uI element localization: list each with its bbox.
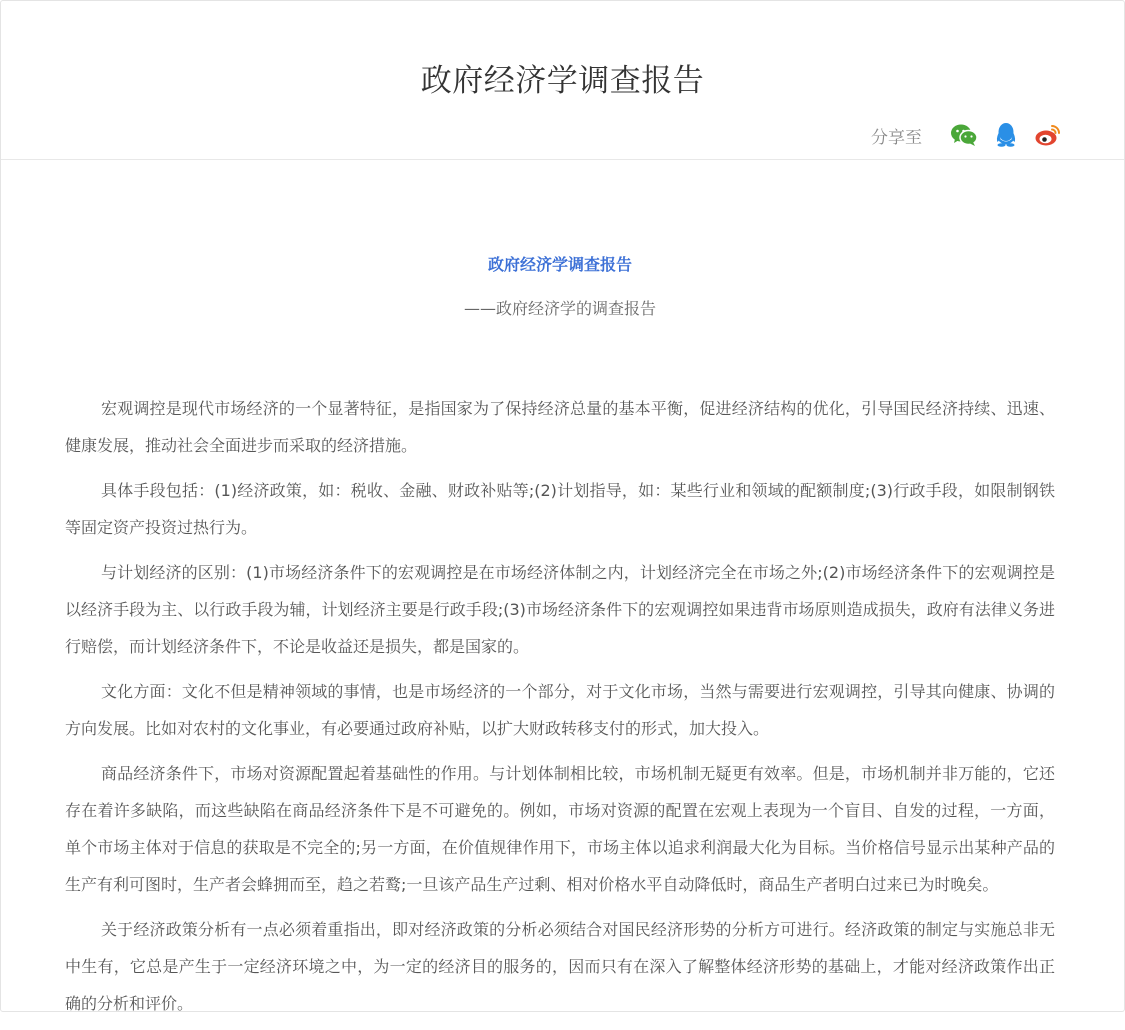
- article-body: [65, 249, 1055, 1030]
- qq-icon[interactable]: [992, 122, 1020, 148]
- paragraph: 关于经济政策分析有一点必须着重指出，即对经济政策的分析必须结合对国民经济形势的分析方可进行。经济政策的制定与实施总非无中生有，它总是产生于一定经济环境之中，为一定的经济目的服务的，因而只有在深入了解整体经济形势的基础上，才能对经济政策作出正确的分析和评价。: [65, 920, 1055, 1013]
- weibo-icon[interactable]: [1034, 122, 1062, 148]
- article-subtitle: ——政府经济学的调查报告: [463, 299, 656, 318]
- page-title: 政府经济学调查报告: [420, 63, 705, 99]
- paragraph: 文化方面：文化不但是精神领域的事情，也是市场经济的一个部分，对于文化市场，当然与需要进行宏观调控，引导其向健康、协调的方向发展。比如对农村的文化事业，有必要通过政府补贴，以扩大财政转移支付的形式，加大投入。: [65, 682, 1055, 738]
- wechat-icon[interactable]: [950, 122, 978, 148]
- page-header: [1, 1, 1124, 160]
- paragraph: 宏观调控是现代市场经济的一个显著特征，是指国家为了保持经济总量的基本平衡，促进经济结构的优化，引导国民经济持续、迅速、健康发展，推动社会全面进步而采取的经济措施。: [65, 399, 1055, 455]
- share-bar: [871, 122, 1062, 148]
- paragraph: 商品经济条件下，市场对资源配置起着基础性的作用。与计划体制相比较，市场机制无疑更有效率。但是，市场机制并非万能的，它还存在着许多缺陷，而这些缺陷在商品经济条件下是不可避免的。例如，市场对资源的配置在宏观上表现为一个盲目、自发的过程，一方面，单个市场主体对于信息的获取是不完全的;另一方面，在价值规律作用下，市场主体以追求利润最大化为目标。当价格信号显示出某种产品的生产有利可图时，生产者会蜂拥而至，趋之若鹜;一旦该产品生产过剩、相对价格水平自动降低时，商品生产者明白过来已为时晚矣。: [65, 764, 1055, 894]
- paragraph: 具体手段包括：(1)经济政策，如：税收、金融、财政补贴等;(2)计划指导，如：某些行业和领域的配额制度;(3)行政手段，如限制钢铁等固定资产投资过热行为。: [65, 481, 1055, 537]
- article-title: 政府经济学调查报告: [487, 255, 632, 274]
- paragraph: 与计划经济的区别：(1)市场经济条件下的宏观调控是在市场经济体制之内，计划经济完全在市场之外;(2)市场经济条件下的宏观调控是以经济手段为主、以行政手段为辅，计划经济主要是行政手段;(3)市场经济条件下的宏观调控如果违背市场原则造成损失，政府有法律义务进行赔偿，而计划经济条件下，不论是收益还是损失，都是国家的。: [65, 563, 1055, 656]
- share-label: 分享至: [871, 127, 922, 148]
